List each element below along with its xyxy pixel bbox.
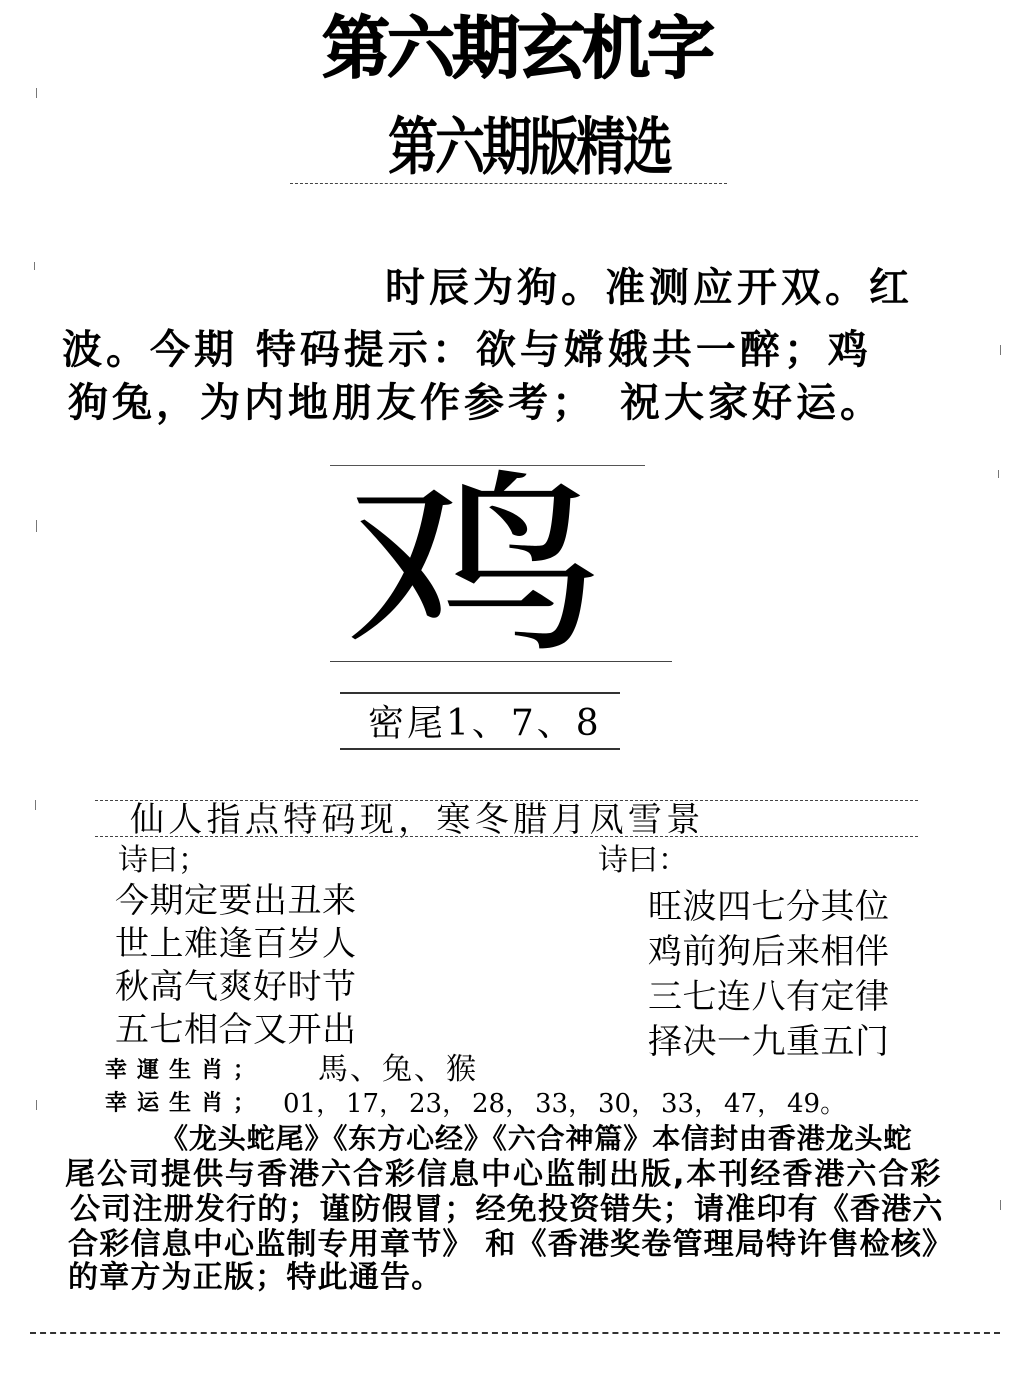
lucky-number: 47，: [724, 1089, 784, 1119]
poem-right-line: 择决一九重五门: [648, 1022, 890, 1062]
poem-left-line: 今期定要出丑来: [115, 881, 357, 921]
lucky-zodiac-label-simplified: 幸运生肖；: [105, 1091, 266, 1116]
tail-numbers: 密尾1、7、8: [368, 703, 602, 744]
lucky-numbers: [283, 1091, 850, 1117]
lucky-number: 33，: [535, 1089, 595, 1119]
lucky-number: 49。: [787, 1089, 847, 1119]
poem-left-line: 世上难逢百岁人: [115, 924, 357, 964]
poem-left-line: 五七相合又开出: [115, 1010, 357, 1050]
divider: [330, 661, 672, 662]
lucky-number: 17，: [346, 1089, 406, 1119]
intro-line: 狗兔，为内地朋友作参考； 祝大家好运。: [68, 380, 884, 426]
lucky-number: 23，: [409, 1089, 469, 1119]
lucky-number: 28，: [472, 1089, 532, 1119]
divider: [95, 836, 918, 837]
tail-box-bottom-rule: [340, 748, 620, 750]
lucky-number: 30，: [598, 1089, 658, 1119]
notice-line: 《龙头蛇尾》《东方心经》《六合神篇》本信封由香港龙头蛇: [160, 1122, 913, 1155]
notice-line: 的章方为正版；特此通告。: [68, 1260, 443, 1295]
notice-line: 合彩信息中心监制专用章节》 和《香港奖卷管理局特许售检核》: [68, 1227, 954, 1262]
intro-line: 波。今期 特码提示：欲与嫦娥共一醉；鸡: [62, 327, 872, 373]
poem-left-heading: 诗曰；: [118, 843, 208, 878]
scan-speck: [36, 88, 37, 98]
scan-speck: [35, 800, 36, 810]
poem-right-line: 鸡前狗后来相伴: [648, 932, 890, 972]
scan-speck: [1000, 345, 1001, 355]
intro-line: 时辰为狗。准测应开双。红: [385, 265, 913, 311]
subtitle-underline: [290, 183, 727, 184]
page-title: 第六期玄机字: [322, 10, 713, 89]
verse-banner: 仙人指点特码现，寒冬腊月凤雪景: [130, 800, 705, 840]
tail-box-top-rule: [340, 692, 620, 694]
bottom-divider: [30, 1332, 1000, 1334]
lucky-zodiac-label-traditional: 幸運生肖；: [105, 1058, 266, 1083]
featured-character: 鸡: [345, 452, 605, 679]
notice-line: 尾公司提供与香港六合彩信息中心监制出版,本刊经香港六合彩: [65, 1157, 943, 1192]
page-subtitle: 第六期版精选: [388, 111, 670, 184]
poem-right-line: 三七连八有定律: [648, 977, 890, 1017]
lucky-animals: 馬、兔、猴: [318, 1052, 478, 1087]
poem-right-line: 旺波四七分其位: [648, 887, 890, 927]
scan-speck: [34, 262, 35, 270]
scan-speck: [998, 470, 999, 478]
scan-speck: [36, 1100, 37, 1110]
poem-left-line: 秋高气爽好时节: [115, 967, 357, 1007]
scan-speck: [36, 520, 37, 532]
poem-right-heading: 诗曰：: [598, 843, 688, 878]
scan-speck: [1000, 1200, 1001, 1210]
notice-line: 公司注册发行的；谨防假冒；经免投资错失；请准印有《香港六: [70, 1192, 944, 1227]
lucky-number: 01，: [283, 1089, 343, 1119]
lucky-number: 33，: [661, 1089, 721, 1119]
